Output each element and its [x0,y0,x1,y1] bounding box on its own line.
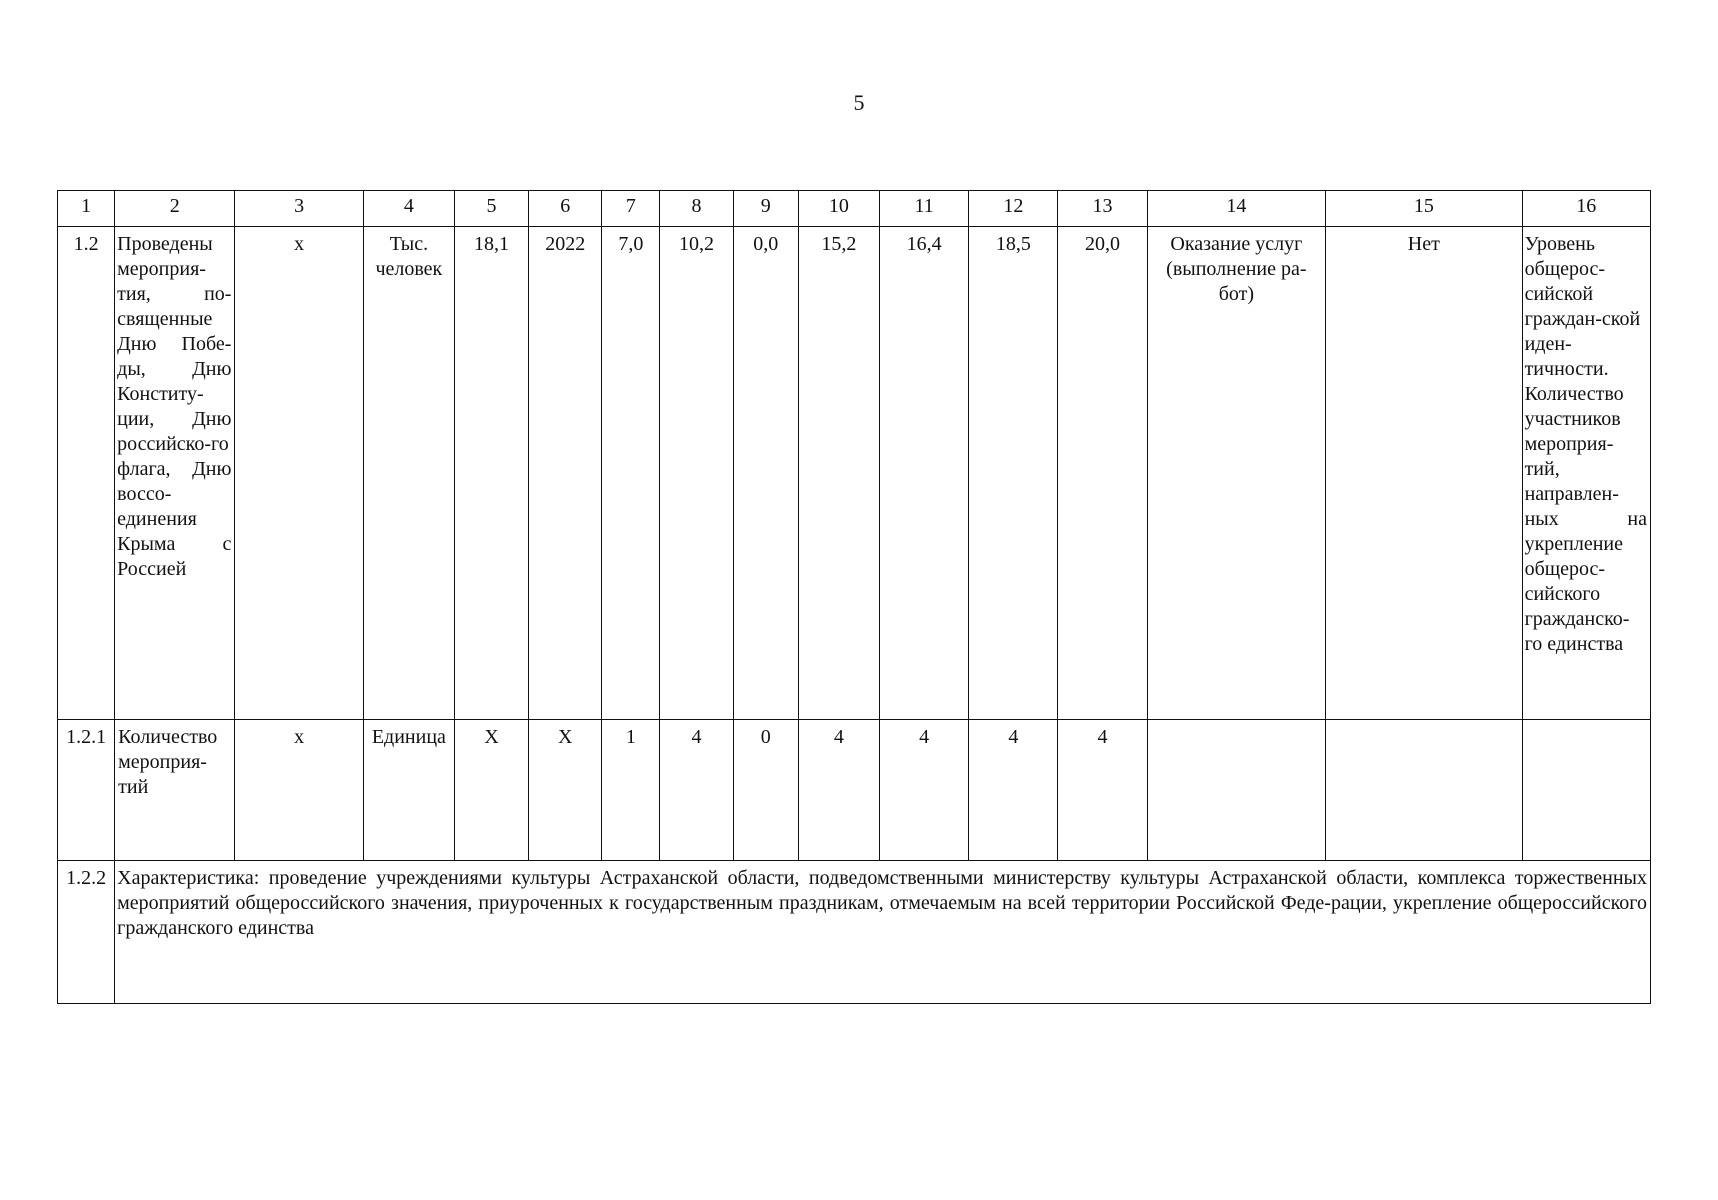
page-number: 5 [853,90,865,115]
table-cell: 0,0 [733,227,798,720]
header-cell: 14 [1147,191,1325,227]
header-cell: 3 [235,191,363,227]
table-cell: 18,5 [969,227,1058,720]
header-cell: 10 [798,191,879,227]
header-cell: 11 [879,191,968,227]
header-cell: 15 [1326,191,1522,227]
header-cell: 7 [602,191,660,227]
table-cell [1147,720,1325,861]
unit-cell: Единица [363,720,454,861]
table-cell: х [235,720,363,861]
table-cell: 4 [660,720,733,861]
indicator-table [57,190,1651,1004]
table-cell: 18,1 [454,227,528,720]
indicator-name: Количество мероприя-тий [115,720,235,861]
table-cell [1326,720,1522,861]
table-cell: 4 [798,720,879,861]
table-cell [1522,720,1650,861]
header-cell: 6 [529,191,602,227]
table-cell: 4 [879,720,968,861]
header-cell: 5 [454,191,528,227]
table-cell: 10,2 [660,227,733,720]
characteristic-text: Характеристика: проведение учреждениями культуры Астраханской области, подведомственными министерству культуры Астраханской области, комплекса торжественных мероприятий общероссийского значения, приуроченных к государственным праздникам, отмечаемым на всей территории Российской Феде-рации, укрепление общероссийского гражданского единства [115,861,1651,1004]
table-cell: 2022 [529,227,602,720]
table-cell: Х [529,720,602,861]
header-cell: 1 [58,191,115,227]
table-cell: 4 [1058,720,1147,861]
table-cell: Нет [1326,227,1522,720]
table-cell: 1 [602,720,660,861]
header-cell: 9 [733,191,798,227]
header-cell: 13 [1058,191,1147,227]
table-cell: 16,4 [879,227,968,720]
header-cell: 12 [969,191,1058,227]
row-number: 1.2.2 [58,861,115,1004]
table-cell: 20,0 [1058,227,1147,720]
indicator-name: Проведены мероприя-тия, по-священные Дню Побе-ды, Дню Конститу-ции, Дню российско-го флага, Дню воссо-единения Крыма с Россией [115,227,235,720]
table-cell: 15,2 [798,227,879,720]
table-cell: 4 [969,720,1058,861]
table-row [58,227,1651,720]
characteristic-row [58,861,1651,1004]
row-number: 1.2 [58,227,115,720]
table-cell: Уровень общерос-сийской граждан-ской иден-тичности. Количество участников мероприя-тий, направлен-ных на укрепление общерос-сийского гражданско-го единства [1522,227,1650,720]
table-cell: 0 [733,720,798,861]
table-cell: 7,0 [602,227,660,720]
header-cell: 2 [115,191,235,227]
table-cell: Оказание услуг (выполнение ра-бот) [1147,227,1325,720]
header-cell: 4 [363,191,454,227]
row-number: 1.2.1 [58,720,115,861]
table-row [58,720,1651,861]
header-cell: 8 [660,191,733,227]
unit-cell: Тыс. человек [363,227,454,720]
table-cell: х [235,227,363,720]
header-cell: 16 [1522,191,1650,227]
table-cell: Х [454,720,528,861]
header-row [58,191,1651,227]
